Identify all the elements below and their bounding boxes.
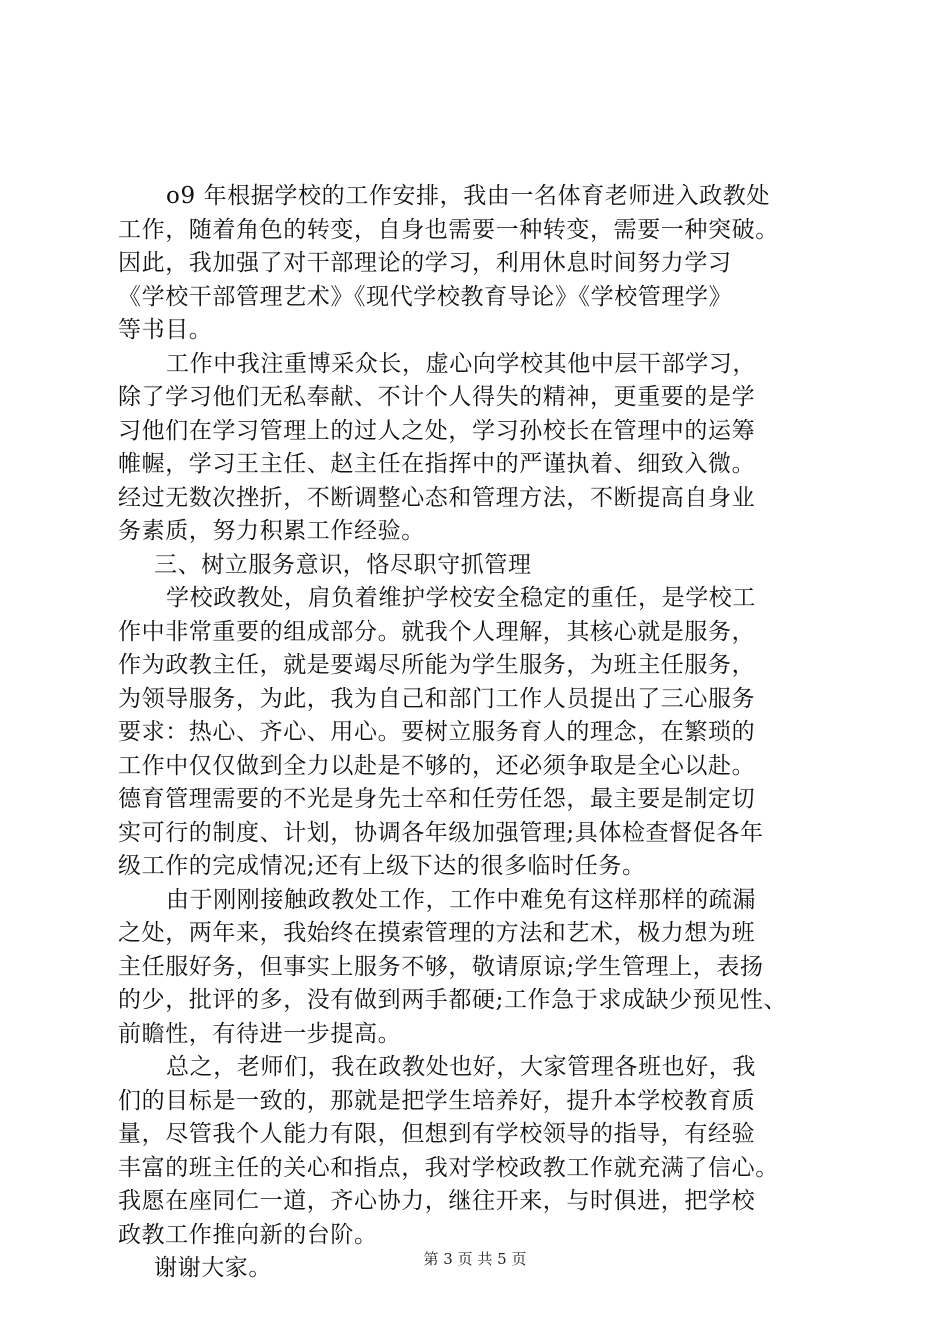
paragraph-line: 因此，我加强了对干部理论的学习，利用休息时间努力学习 (118, 250, 732, 276)
body-text (118, 180, 848, 1286)
paragraph-line: 经过无数次挫折，不断调整心态和管理方法，不断提高自身业 (118, 484, 756, 511)
paragraph-line: 政教工作推向新的台阶。 (118, 1221, 378, 1248)
paragraph-line: 德育管理需要的不光是身先士卒和任劳任怨，最主要是制定切 (118, 786, 756, 812)
paragraph-line: 为领导服务，为此，我为自己和部门工作人员提出了三心服务 (118, 685, 756, 712)
paragraph-line: o9 年根据学校的工作安排，我由一名体育老师进入政教处 (166, 183, 770, 209)
paragraph-line: 等书目。 (118, 317, 213, 343)
paragraph-line: 务素质，努力积累工作经验。 (118, 518, 425, 544)
closing-line: 谢谢大家。 (154, 1255, 272, 1281)
paragraph-line: 作中非常重要的组成部分。就我个人理解，其核心就是服务， (118, 618, 756, 645)
paragraph-line: 工作，随着角色的转变，自身也需要一种转变，需要一种突破。 (118, 216, 779, 243)
paragraph-line: 由于刚刚接触政教处工作，工作中难免有这样那样的疏漏 (166, 886, 756, 913)
paragraph-line: 除了学习他们无私奉献、不计个人得失的精神，更重要的是学 (118, 384, 756, 410)
paragraph-line: 级工作的完成情况;还有上级下达的很多临时任务。 (118, 853, 646, 879)
paragraph-line: 《学校干部管理艺术》《现代学校教育导论》《学校管理学》 (118, 283, 733, 310)
paragraph-line: 实可行的制度、计划，协调各年级加强管理;具体检查督促各年 (118, 819, 764, 846)
paragraph-line: 我愿在座同仁一道，齐心协力，继往开来，与时俱进，把学校 (118, 1188, 756, 1214)
paragraph-line: 总之，老师们，我在政教处也好，大家管理各班也好，我 (166, 1054, 756, 1080)
paragraph-line: 工作中仅仅做到全力以赴是不够的，还必须争取是全心以赴。 (118, 752, 756, 779)
paragraph-line: 前瞻性，有待进一步提高。 (118, 1020, 402, 1047)
paragraph-line: 们的目标是一致的，那就是把学生培养好，提升本学校教育质 (118, 1087, 756, 1114)
section-heading: 三、树立服务意识，恪尽职守抓管理 (154, 551, 532, 578)
paragraph-line: 之处，两年来，我始终在摸索管理的方法和艺术，极力想为班 (118, 920, 756, 946)
paragraph-line: 量，尽管我个人能力有限，但想到有学校领导的指导，有经验 (118, 1121, 756, 1147)
paragraph-line: 工作中我注重博采众长，虚心向学校其他中层干部学习， (166, 350, 756, 377)
paragraph-line: 的少，批评的多，没有做到两手都硬;工作急于求成缺少预见性、 (118, 987, 788, 1013)
paragraph-line: 学校政教处，肩负着维护学校安全稳定的重任，是学校工 (166, 585, 756, 611)
paragraph-line: 丰富的班主任的关心和指点，我对学校政教工作就充满了信心。 (118, 1154, 779, 1181)
page-number-footer: 第 3 页 共 5 页 (423, 1250, 527, 1268)
paragraph-line: 帷幄，学习王主任、赵主任在指挥中的严谨执着、细致入微。 (118, 451, 756, 477)
paragraph-line: 习他们在学习管理上的过人之处，学习孙校长在管理中的运筹 (118, 417, 756, 444)
paragraph-line: 主任服好务，但事实上服务不够，敬请原谅;学生管理上，表扬 (118, 953, 764, 980)
paragraph-line: 要求：热心、齐心、用心。要树立服务育人的理念，在繁琐的 (118, 719, 756, 745)
paragraph-line: 作为政教主任，就是要竭尽所能为学生服务，为班主任服务， (118, 652, 756, 678)
